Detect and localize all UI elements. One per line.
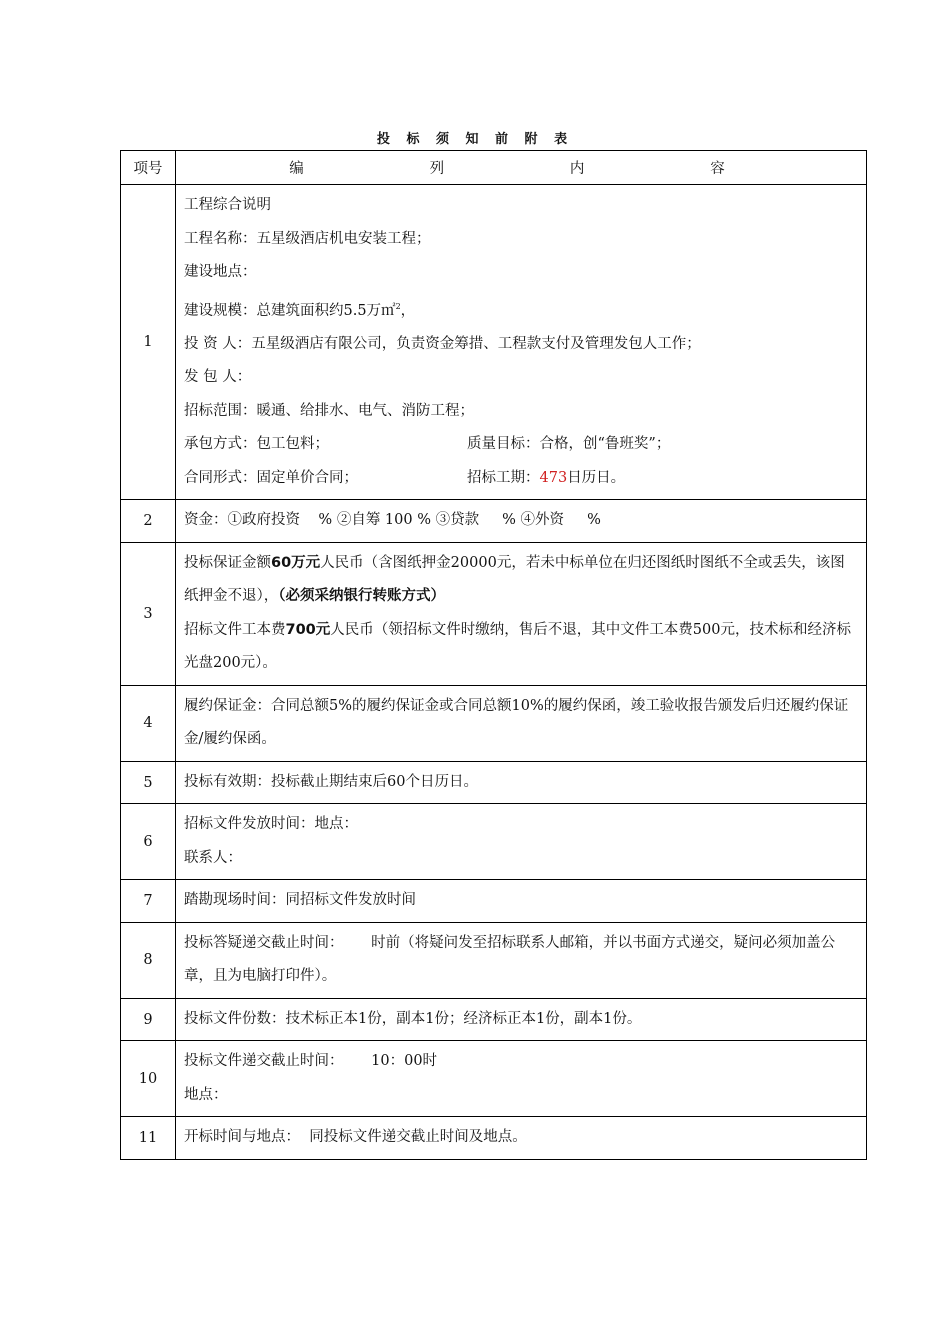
scale-suffix: ， <box>400 302 416 319</box>
performance-bond: 履约保证金：合同总额5%的履约保证金或合同总额10%的履约保函，竣工验收报告颁发后归还履约保证金/履约保函。 <box>184 697 849 748</box>
header-content <box>176 151 867 185</box>
table-row <box>121 804 867 880</box>
contract-mode-line <box>184 428 858 462</box>
site-visit-time: 踏勘现场时间：同招标文件发放时间 <box>184 892 416 909</box>
row-number: 5 <box>121 761 176 804</box>
row-content <box>176 880 867 923</box>
table-row <box>121 685 867 761</box>
row-number: 2 <box>121 500 176 543</box>
contract-form: 合同形式：固定单价合同； <box>184 469 358 486</box>
bid-instructions-table <box>120 150 867 1160</box>
bid-validity: 投标有效期：投标截止期结束后60个日历日。 <box>184 773 478 790</box>
table-row <box>121 1117 867 1160</box>
table-row <box>121 500 867 543</box>
document-fee-amount: 700元 <box>285 621 331 638</box>
row-number: 3 <box>121 542 176 685</box>
row-content <box>176 804 867 880</box>
bid-bond-payment-note: （必须采纳银行转账方式） <box>278 588 445 605</box>
bid-bond <box>184 547 858 614</box>
project-overview-heading: 工程综合说明 <box>184 197 271 213</box>
row-number: 1 <box>121 185 176 500</box>
row-number: 6 <box>121 804 176 880</box>
bid-bond-label: 投标保证金额 <box>184 554 271 571</box>
document-fee <box>184 614 858 681</box>
table-row <box>121 998 867 1041</box>
bid-bond-amount: 60万元 <box>271 554 321 571</box>
scale-superscript: 2 <box>395 301 401 311</box>
table-row <box>121 185 867 500</box>
construction-scale <box>184 290 858 328</box>
table-row <box>121 922 867 998</box>
document-issue-time: 招标文件发放时间：地点： <box>184 816 358 833</box>
document-fee-detail: 人民币（领招标文件时缴纳，售后不退，其中文件工本费500元，技术标和经济标光盘200元）。 <box>184 621 851 672</box>
row-number: 7 <box>121 880 176 923</box>
construction-site: 建设地点： <box>184 264 257 280</box>
row-content <box>176 998 867 1041</box>
table-row <box>121 542 867 685</box>
document-fee-label: 招标文件工本费 <box>184 621 286 638</box>
table-row <box>121 761 867 804</box>
investor: 投 资 人：五星级酒店有限公司，负责资金筹措、工程款支付及管理发包人工作； <box>184 335 701 352</box>
submission-location: 地点： <box>184 1086 228 1103</box>
employer: 发 包 人： <box>184 369 252 386</box>
bid-scope: 招标范围：暖通、给排水、电气、消防工程； <box>184 402 474 419</box>
bid-bond-detail: 人民币（含图纸押金20000元，若未中标单位在归还图纸时图纸不全或丢失，该图纸押金不退）， <box>184 554 845 605</box>
scale-text: 建设规模：总建筑面积约5.5万㎡ <box>184 302 396 319</box>
table-header-row <box>121 151 867 185</box>
contract-mode: 承包方式：包工包料； <box>184 436 329 453</box>
row-content <box>176 922 867 998</box>
row-number: 9 <box>121 998 176 1041</box>
table-row <box>121 1041 867 1117</box>
funding-source: 资金：①政府投资 % ②自筹 100 % ③贷款 % ④外资 % <box>184 512 601 529</box>
header-item-number: 项号 <box>121 151 176 185</box>
duration-label: 招标工期： <box>467 469 540 486</box>
contract-form-line <box>184 462 858 496</box>
table-row <box>121 880 867 923</box>
header-content-label: 编 列 内 容 <box>289 161 753 177</box>
duration-unit: 日历日。 <box>567 469 626 486</box>
row-number: 10 <box>121 1041 176 1117</box>
project-name: 工程名称：五星级酒店机电安装工程； <box>184 230 431 247</box>
duration-days: 473 <box>539 469 568 486</box>
row-content <box>176 761 867 804</box>
contact-person: 联系人： <box>184 849 242 866</box>
row-content <box>176 542 867 685</box>
query-deadline: 投标答疑递交截止时间： 时前（将疑问发至招标联系人邮箱，并以书面方式递交，疑问必须加盖公章，且为电脑打印件）。 <box>184 934 836 985</box>
bid-copies: 投标文件份数：技术标正本1份，副本1份；经济标正本1份，副本1份。 <box>184 1010 642 1027</box>
submission-deadline: 投标文件递交截止时间： 10：00时 <box>184 1053 438 1070</box>
page-title: 投 标 须 知 前 附 表 <box>376 132 574 147</box>
row-number: 11 <box>121 1117 176 1160</box>
row-content <box>176 185 867 500</box>
row-content <box>176 500 867 543</box>
quality-target: 质量目标：合格，创“鲁班奖”； <box>467 436 671 453</box>
row-content <box>176 685 867 761</box>
row-content <box>176 1041 867 1117</box>
opening-time-location: 开标时间与地点： 同投标文件递交截止时间及地点。 <box>184 1129 527 1146</box>
row-content <box>176 1117 867 1160</box>
row-number: 8 <box>121 922 176 998</box>
row-number: 4 <box>121 685 176 761</box>
